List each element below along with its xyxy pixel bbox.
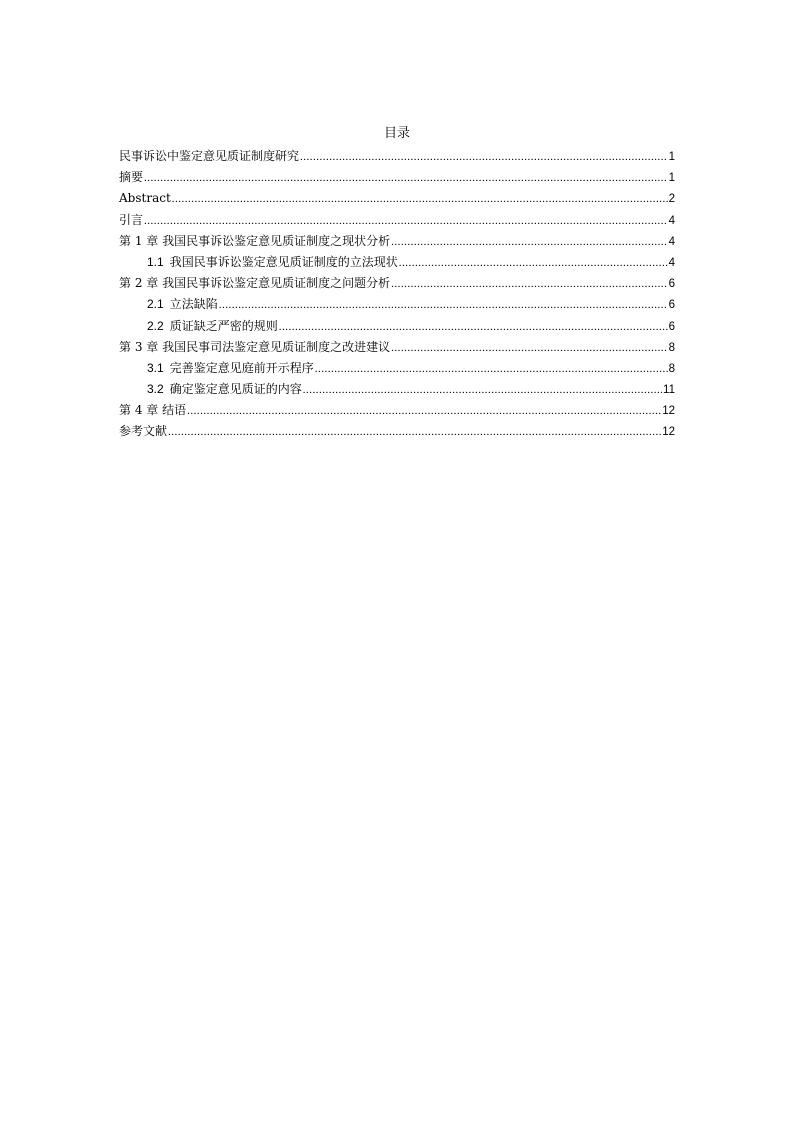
toc-leader-dots bbox=[303, 380, 662, 401]
toc-entry-page: 1 bbox=[668, 172, 675, 185]
toc-entry[interactable] bbox=[119, 146, 675, 167]
toc-entry-label: 参考文献 bbox=[119, 424, 168, 439]
toc-title: 目录 bbox=[383, 126, 410, 141]
toc-entry-page: 4 bbox=[668, 235, 675, 248]
toc-entry-page: 4 bbox=[668, 256, 675, 269]
toc-entry[interactable] bbox=[119, 188, 675, 209]
toc-entry-label: 第 4 章 结语 bbox=[119, 403, 187, 418]
toc-entry-page: 8 bbox=[668, 362, 675, 375]
table-of-contents bbox=[119, 124, 675, 443]
toc-entry-label: 确定鉴定意见质证的内容 bbox=[169, 382, 302, 397]
toc-leader-dots bbox=[219, 295, 668, 316]
toc-entry-label: 质证缺乏严密的规则 bbox=[169, 318, 278, 333]
toc-entry-number: 3.2 bbox=[147, 382, 164, 397]
toc-entry[interactable] bbox=[119, 316, 675, 337]
toc-entry[interactable] bbox=[119, 252, 675, 273]
toc-entry[interactable] bbox=[119, 337, 675, 358]
toc-list bbox=[119, 146, 675, 443]
toc-entry[interactable] bbox=[119, 294, 675, 315]
toc-entry[interactable] bbox=[119, 421, 675, 442]
toc-entry-label: 第 1 章 我国民事诉讼鉴定意见质证制度之现状分析 bbox=[119, 233, 391, 248]
toc-entry-page: 6 bbox=[668, 278, 675, 291]
toc-entry-label: 立法缺陷 bbox=[169, 297, 218, 312]
toc-entry-page: 12 bbox=[662, 426, 675, 439]
toc-entry-page: 1 bbox=[668, 151, 675, 163]
toc-entry-page: 2 bbox=[668, 193, 675, 206]
toc-entry-page: 4 bbox=[668, 214, 675, 227]
toc-entry[interactable] bbox=[119, 231, 675, 252]
toc-entry[interactable] bbox=[119, 273, 675, 294]
toc-entry[interactable] bbox=[119, 210, 675, 231]
toc-leader-dots bbox=[187, 401, 661, 422]
toc-leader-dots bbox=[391, 274, 668, 295]
toc-entry-label: 引言 bbox=[119, 212, 144, 227]
toc-entry-page: 11 bbox=[663, 384, 675, 397]
toc-entry-label: 民事诉讼中鉴定意见质证制度研究 bbox=[119, 149, 300, 163]
toc-leader-dots bbox=[391, 232, 668, 253]
toc-entry-number: 3.1 bbox=[147, 360, 164, 375]
toc-entry[interactable] bbox=[119, 358, 675, 379]
toc-entry-page: 6 bbox=[668, 299, 675, 312]
toc-leader-dots bbox=[315, 359, 668, 380]
toc-leader-dots bbox=[168, 422, 661, 443]
toc-entry-page: 8 bbox=[668, 341, 675, 354]
toc-leader-dots bbox=[279, 317, 668, 338]
toc-entry-label: 完善鉴定意见庭前开示程序 bbox=[169, 360, 314, 375]
toc-entry-label: 我国民事诉讼鉴定意见质证制度的立法现状 bbox=[169, 254, 398, 269]
toc-entry-number: 1.1 bbox=[147, 254, 164, 269]
toc-entry-label: Abstract bbox=[119, 191, 171, 206]
toc-leader-dots bbox=[399, 253, 668, 274]
toc-entry[interactable] bbox=[119, 379, 675, 400]
toc-entry[interactable] bbox=[119, 400, 675, 421]
toc-entry-page: 6 bbox=[668, 320, 675, 333]
toc-leader-dots bbox=[172, 189, 668, 210]
toc-entry-label: 第 2 章 我国民事诉讼鉴定意见质证制度之问题分析 bbox=[119, 276, 391, 291]
toc-entry-page: 12 bbox=[662, 405, 675, 418]
toc-leader-dots bbox=[144, 168, 668, 189]
toc-entry[interactable] bbox=[119, 167, 675, 188]
toc-leader-dots bbox=[144, 211, 668, 232]
toc-leader-dots bbox=[391, 338, 668, 359]
toc-entry-number: 2.1 bbox=[147, 297, 164, 312]
toc-entry-label: 摘要 bbox=[119, 170, 144, 185]
toc-entry-label: 第 3 章 我国民事司法鉴定意见质证制度之改进建议 bbox=[119, 339, 391, 354]
toc-leader-dots bbox=[300, 147, 668, 168]
toc-entry-number: 2.2 bbox=[147, 318, 164, 333]
